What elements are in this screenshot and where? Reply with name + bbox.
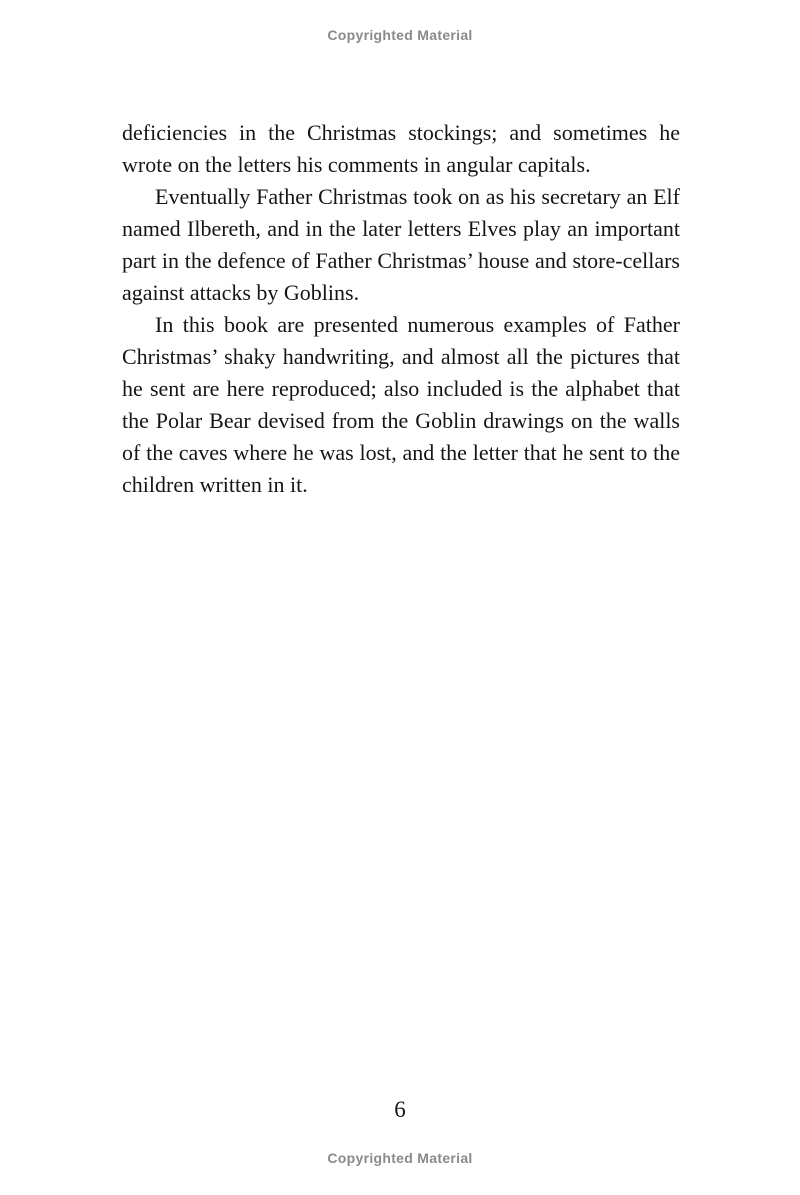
- paragraph: Eventually Father Christmas took on as his secretary an Elf named Ilbereth, and in the later letters Elves play an important part in the defence of Father Christmas’ house and store-cellars against attacks by Goblins.: [122, 184, 680, 305]
- paragraph: In this book are presented numerous examples of Father Christmas’ shaky handwriting, and almost all the pictures that he sent are here reproduced; also included is the alphabet that the Polar Bear devised from the Goblin drawings on the walls of the caves where he was lost, and the letter that he sent to the children written in it.: [122, 312, 680, 497]
- copyright-notice-bottom: Copyrighted Material: [327, 1150, 473, 1166]
- page-number: 6: [394, 1097, 406, 1122]
- paragraph-continuation: deficiencies in the Christmas stockings; and sometimes he wrote on the letters his comments in angular capitals.: [122, 120, 680, 177]
- body-text: [122, 117, 680, 501]
- copyright-notice-top: Copyrighted Material: [327, 27, 473, 43]
